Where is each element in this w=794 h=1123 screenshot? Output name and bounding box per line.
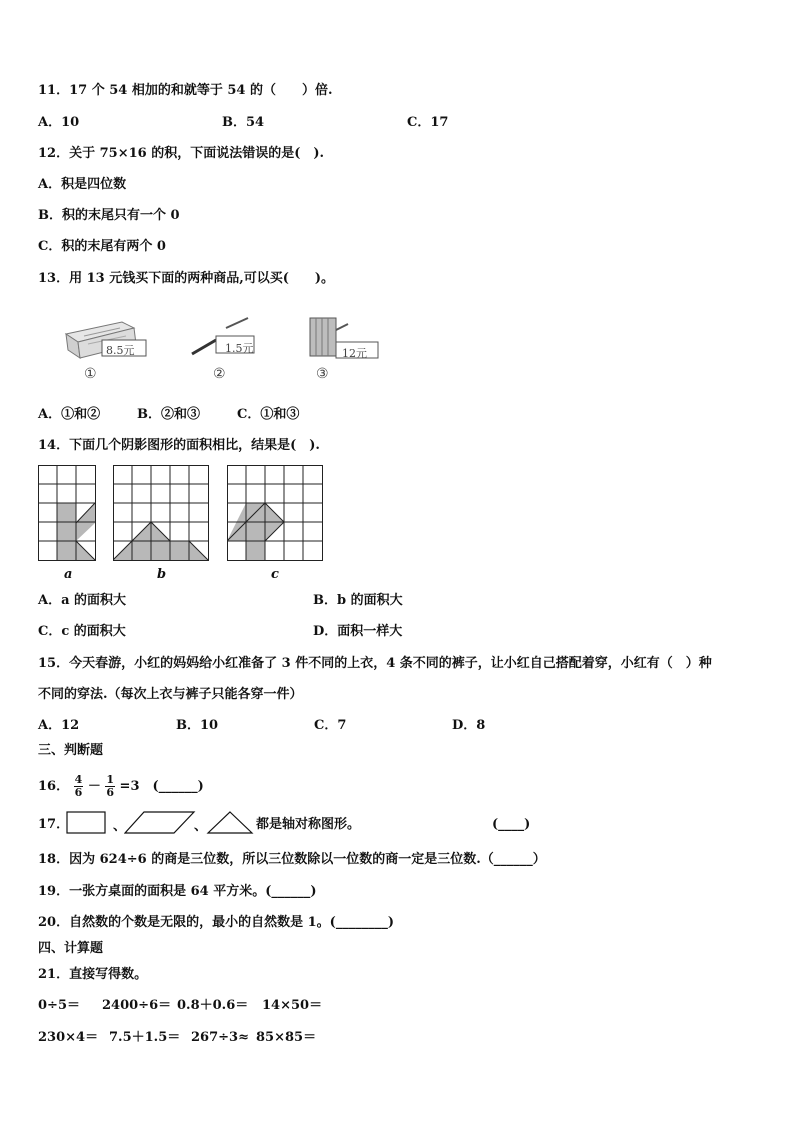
q14-option-d[interactable]: D．面积一样大 <box>313 624 403 639</box>
q13-option-b-prefix: B． <box>137 407 161 422</box>
q13-option-c-text: ①和③ <box>260 407 300 422</box>
product-1-number: ① <box>84 366 97 382</box>
q13-option-b[interactable] <box>137 406 200 424</box>
q16-number: 16． <box>38 779 70 794</box>
q12-option-b[interactable]: B．积的末尾只有一个 0 <box>38 208 180 223</box>
grid-label-c: c <box>271 567 279 582</box>
rectangle-icon <box>66 811 108 835</box>
q14-option-c[interactable]: C．c 的面积大 <box>38 624 126 639</box>
q13-option-a-text: ①和② <box>61 407 101 422</box>
grid-label-b: b <box>157 567 167 582</box>
q16-rest[interactable]: =3 (______) <box>119 779 204 794</box>
calc-item[interactable]: 230×4＝ <box>38 1030 99 1045</box>
calc-item[interactable]: 0÷5＝ <box>38 998 80 1013</box>
product-1-price: 8.5元 <box>106 344 135 357</box>
grid-figure-c <box>227 465 325 561</box>
q13-option-c-prefix: C． <box>237 407 261 422</box>
q15-option-c[interactable]: C．7 <box>314 718 347 733</box>
calc-item[interactable]: 85×85＝ <box>256 1030 317 1045</box>
q15-option-b[interactable]: B．10 <box>176 718 219 733</box>
q19[interactable]: 19．一张方桌面的面积是 64 平方米。(______) <box>38 884 317 899</box>
q16-fraction-2-numerator: 1 <box>106 773 115 786</box>
q17-text: 都是轴对称图形。 <box>256 817 361 832</box>
q17-answer-blank[interactable]: (____) <box>492 817 531 832</box>
q21-stem: 21．直接写得数。 <box>38 967 148 982</box>
q14-stem: 14．下面几个阴影图形的面积相比，结果是( ). <box>38 438 320 453</box>
q17-separator-2: 、 <box>194 819 208 834</box>
q15-stem-line1: 15．今天春游，小红的妈妈给小红准备了 3 件不同的上衣，4 条不同的裤子，让小红自己搭配着穿，小红有（ ）种 <box>38 656 712 671</box>
parallelogram-icon <box>124 811 196 835</box>
calc-item[interactable]: 14×50＝ <box>262 998 323 1013</box>
q12-option-a[interactable]: A．积是四位数 <box>38 177 127 192</box>
triangle-icon <box>206 811 254 835</box>
q11-option-b[interactable]: B．54 <box>222 115 265 130</box>
q15-option-d[interactable]: D．8 <box>452 718 486 733</box>
product-2-number: ② <box>213 366 226 382</box>
grid-figure-a <box>38 465 98 561</box>
q16-fraction-2 <box>105 774 115 799</box>
calc-item[interactable]: 2400÷6＝ <box>102 998 172 1013</box>
q17-separator-1: 、 <box>113 819 127 834</box>
product-2-price: 1.5元 <box>225 342 254 355</box>
calc-item[interactable]: 0.8＋0.6＝ <box>177 998 249 1013</box>
q15-option-a[interactable]: A．12 <box>38 718 80 733</box>
q13-option-a-prefix: A． <box>38 407 62 422</box>
q13-option-b-text: ②和③ <box>161 407 201 422</box>
q11-stem: 11．17 个 54 相加的和就等于 54 的（ ）倍. <box>38 83 333 98</box>
q11-option-a[interactable]: A．10 <box>38 115 80 130</box>
q16-fraction-1-numerator: 4 <box>74 773 83 786</box>
q16 <box>38 774 204 799</box>
q13-stem: 13．用 13 元钱买下面的两种商品,可以买( )。 <box>38 271 335 286</box>
q11-option-c[interactable]: C．17 <box>407 115 449 130</box>
q18[interactable]: 18．因为 624÷6 的商是三位数，所以三位数除以一位数的商一定是三位数.（______） <box>38 852 546 867</box>
q14-option-a[interactable]: A．a 的面积大 <box>38 593 127 608</box>
product-3-number: ③ <box>316 366 329 382</box>
q15-stem-line2: 不同的穿法.（每次上衣与裤子只能各穿一件） <box>38 687 303 702</box>
q14-option-b[interactable]: B．b 的面积大 <box>313 593 403 608</box>
q12-option-c[interactable]: C．积的末尾有两个 0 <box>38 239 166 254</box>
grid-label-a: a <box>64 567 73 582</box>
q17-number: 17． <box>38 817 70 832</box>
q13-option-a[interactable] <box>38 406 100 424</box>
q16-minus: － <box>87 779 101 794</box>
q20[interactable]: 20．自然数的个数是无限的，最小的自然数是 1。(________) <box>38 915 394 930</box>
grid-figure-b <box>113 465 211 561</box>
q13-option-c[interactable] <box>237 406 299 424</box>
calc-item[interactable]: 267÷3≈ <box>191 1030 249 1045</box>
q12-stem: 12．关于 75×16 的积，下面说法错误的是( ). <box>38 146 325 161</box>
section-3-heading: 三、判断题 <box>38 743 104 758</box>
section-4-heading: 四、计算题 <box>38 941 104 956</box>
calc-item[interactable]: 7.5＋1.5＝ <box>109 1030 181 1045</box>
q16-fraction-2-denominator: 6 <box>106 786 115 799</box>
q16-fraction-1 <box>74 774 84 799</box>
q16-fraction-1-denominator: 6 <box>74 786 83 799</box>
product-3-price: 12元 <box>342 347 367 360</box>
